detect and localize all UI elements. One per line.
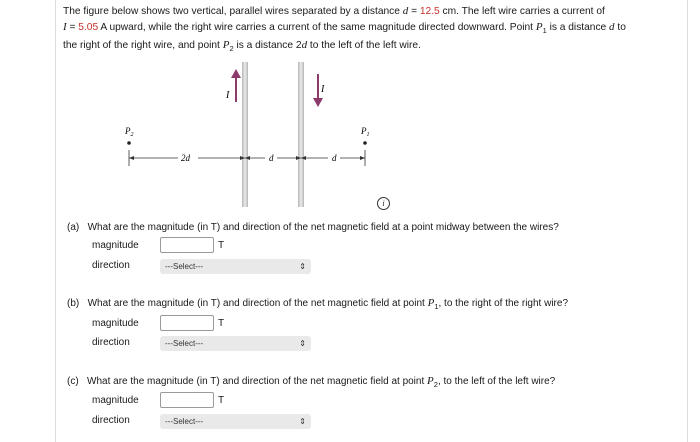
direction-label-c: direction <box>92 415 130 426</box>
dim-d-label-2: d <box>332 153 337 163</box>
point-p1-label: $P_1$ <box>361 126 370 138</box>
select-chevron-icon: ⇕ <box>299 339 306 348</box>
point-p1 <box>363 141 367 145</box>
magnitude-input-a[interactable] <box>160 237 214 253</box>
magnitude-input-b[interactable] <box>160 315 214 331</box>
problem-statement: The figure below shows two vertical, parallel wires separated by a distance d = 12.5 cm. The left wire carries a current of I = 5.05 A upward, while the right wire carries a current of the same magnitude directed downward. Point $P_1$ is a distance d to the right of the right wire, and point $P_2$ is a distance 2d to the left of the left wire. <box>63 5 626 54</box>
left-current-label: I <box>226 90 230 101</box>
direction-select-c[interactable]: ---Select--- ⇕ <box>160 414 311 429</box>
magnitude-input-c[interactable] <box>160 392 214 408</box>
unit-label-a: T <box>218 240 225 251</box>
direction-select-b[interactable]: ---Select--- ⇕ <box>160 336 311 351</box>
point-p2 <box>127 141 131 145</box>
wires-figure <box>110 62 380 212</box>
info-icon[interactable]: i <box>377 197 390 210</box>
right-current-label: I <box>321 84 325 95</box>
unit-label-c: T <box>218 395 225 406</box>
distance-value: 12.5 <box>419 6 440 17</box>
right-wire <box>298 62 304 207</box>
unit-label-b: T <box>218 318 225 329</box>
direction-label-b: direction <box>92 337 130 348</box>
select-chevron-icon: ⇕ <box>299 262 306 271</box>
magnitude-label-a: magnitude <box>92 240 139 251</box>
dim-d-label-1: d <box>269 153 274 163</box>
magnitude-label-c: magnitude <box>92 395 139 406</box>
direction-label-a: direction <box>92 260 130 271</box>
direction-select-a[interactable]: ---Select--- ⇕ <box>160 259 311 274</box>
question-b: (b) What are the magnitude (in T) and direction of the net magnetic field at point $P_1$, to the right of the right wire? <box>67 297 569 311</box>
question-c: (c) What are the magnitude (in T) and direction of the net magnetic field at point $P_2$, to the left of the left wire? <box>67 375 556 389</box>
question-a: (a) What are the magnitude (in T) and direction of the net magnetic field at a point midway between the wires? <box>67 222 559 233</box>
left-wire <box>242 62 248 207</box>
point-p2-label: $P_2$ <box>125 126 134 138</box>
up-arrow-icon <box>231 69 241 102</box>
current-value: 5.05 <box>78 21 99 33</box>
dim-2d-label: 2d <box>181 153 190 163</box>
magnitude-label-b: magnitude <box>92 318 139 329</box>
select-chevron-icon: ⇕ <box>299 417 306 426</box>
